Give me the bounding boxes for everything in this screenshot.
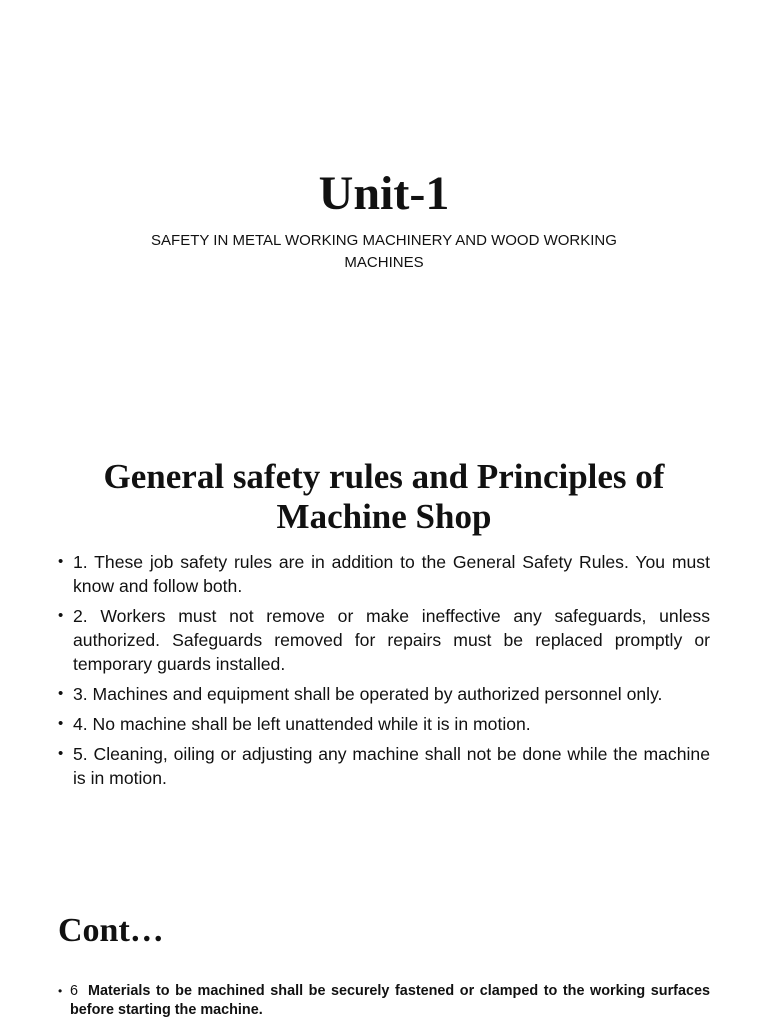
unit-subtitle: SAFETY IN METAL WORKING MACHINERY AND WOOD WORKING MACHINES (151, 232, 617, 271)
cont-list (58, 982, 710, 1020)
rule-text: 4. No machine shall be left unattended while it is in motion. (73, 714, 531, 734)
rules-heading-line-2: Machine Shop (276, 497, 492, 536)
title-slide (0, 0, 768, 330)
bullet-icon: • (58, 715, 64, 732)
unit-title: Unit-1 (318, 167, 450, 220)
rule-item (58, 604, 710, 676)
bullet-icon: • (58, 745, 64, 762)
rule-text: 2. Workers must not remove or make ineffective any safeguards, unless authorized. Safeguards removed for repairs must be replaced promptly or temporary guards installed. (73, 606, 710, 674)
rule-item (58, 742, 710, 790)
bullet-icon: • (58, 685, 64, 702)
rules-slide (0, 440, 768, 860)
rule-item (58, 712, 710, 736)
rule-item (58, 682, 710, 706)
bullet-icon: • (58, 553, 64, 570)
rule-list (58, 550, 710, 796)
rule-item (58, 550, 710, 598)
cont-item-number: 6 (70, 983, 79, 999)
bullet-icon: • (58, 984, 63, 998)
cont-item (58, 982, 710, 1020)
bullet-icon: • (58, 607, 64, 624)
rule-text: 3. Machines and equipment shall be operated by authorized personnel only. (73, 684, 663, 704)
cont-item-text: Materials to be machined shall be securely fastened or clamped to the working surfaces before starting the machine. (70, 983, 710, 1018)
rule-text: 1. These job safety rules are in addition to the General Safety Rules. You must know and follow both. (73, 552, 710, 596)
cont-heading: Cont… (58, 912, 164, 949)
rules-heading-line-1: General safety rules and Principles of (103, 457, 665, 496)
rule-text: 5. Cleaning, oiling or adjusting any machine shall not be done while the machine is in motion. (73, 744, 710, 788)
cont-slide (0, 900, 768, 1024)
rules-heading (64, 457, 704, 537)
